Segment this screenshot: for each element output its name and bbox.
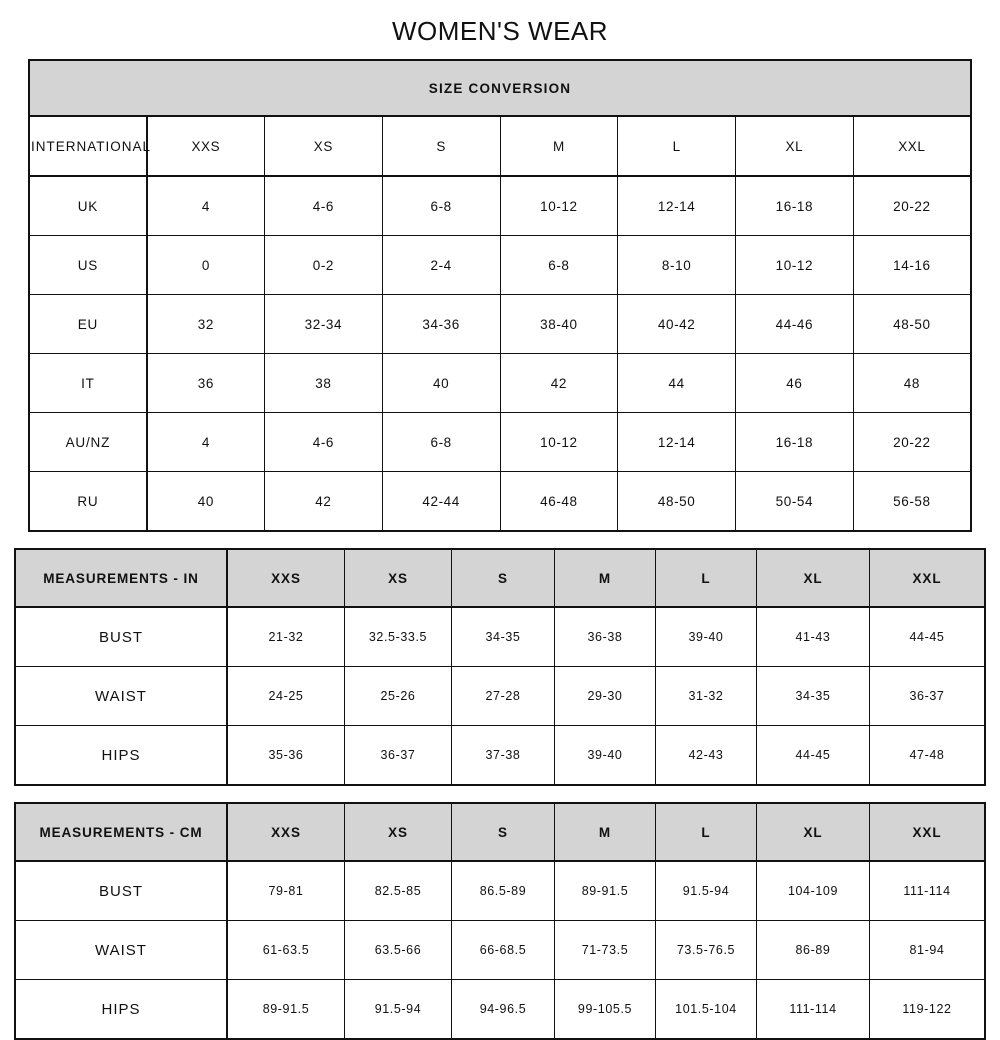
table-row: [29, 176, 971, 236]
column-header-xxs: XXS: [227, 803, 345, 861]
cell: 20-22: [853, 176, 971, 236]
cell: 101.5-104: [656, 980, 757, 1040]
cell: 48: [853, 354, 971, 413]
column-header-xxl: XXL: [870, 549, 986, 607]
cell: 24-25: [227, 667, 345, 726]
cell: 91.5-94: [345, 980, 452, 1040]
cell: 66-68.5: [452, 921, 555, 980]
cell: 111-114: [870, 861, 986, 921]
cell: 41-43: [757, 607, 870, 667]
cell: 4-6: [265, 176, 383, 236]
cell: 6-8: [382, 176, 500, 236]
table-row: [29, 236, 971, 295]
cell: 104-109: [757, 861, 870, 921]
cell: 42-44: [382, 472, 500, 532]
cell: 56-58: [853, 472, 971, 532]
column-header-xxs: XXS: [147, 116, 265, 176]
cell: 89-91.5: [227, 980, 345, 1040]
cell: 119-122: [870, 980, 986, 1040]
cell: 31-32: [656, 667, 757, 726]
cell: 4: [147, 413, 265, 472]
cell: 27-28: [452, 667, 555, 726]
cell: 10-12: [736, 236, 854, 295]
column-header-xl: XL: [757, 549, 870, 607]
cell: 86.5-89: [452, 861, 555, 921]
cell: 20-22: [853, 413, 971, 472]
cell: 46-48: [500, 472, 618, 532]
cell: 94-96.5: [452, 980, 555, 1040]
cell: 44-45: [870, 607, 986, 667]
cell: 39-40: [555, 726, 656, 786]
column-header-s: S: [452, 803, 555, 861]
table-banner-row: [29, 60, 971, 116]
cell: 40: [382, 354, 500, 413]
column-header-l: L: [656, 549, 757, 607]
cell: 42: [500, 354, 618, 413]
cell: 32.5-33.5: [345, 607, 452, 667]
table-row: [29, 354, 971, 413]
cell: 79-81: [227, 861, 345, 921]
table-row: [15, 667, 985, 726]
cell: 16-18: [736, 176, 854, 236]
cell: 46: [736, 354, 854, 413]
cell: 44-45: [757, 726, 870, 786]
cell: 91.5-94: [656, 861, 757, 921]
column-header-s: S: [452, 549, 555, 607]
cell: 4: [147, 176, 265, 236]
column-header-s: S: [382, 116, 500, 176]
row-label: BUST: [15, 607, 227, 667]
cell: 12-14: [618, 413, 736, 472]
cell: 63.5-66: [345, 921, 452, 980]
measurements-cm-table: [14, 802, 986, 1040]
row-label: BUST: [15, 861, 227, 921]
row-label: WAIST: [15, 667, 227, 726]
table-row: [29, 413, 971, 472]
cell: 38: [265, 354, 383, 413]
cell: 111-114: [757, 980, 870, 1040]
cell: 89-91.5: [555, 861, 656, 921]
cell: 34-35: [757, 667, 870, 726]
cell: 16-18: [736, 413, 854, 472]
column-header-xxs: XXS: [227, 549, 345, 607]
cell: 6-8: [382, 413, 500, 472]
column-header-xxl: XXL: [853, 116, 971, 176]
cell: 34-36: [382, 295, 500, 354]
row-label: EU: [29, 295, 147, 354]
table-row: [15, 861, 985, 921]
cell: 25-26: [345, 667, 452, 726]
table-row: [29, 295, 971, 354]
cell: 36-38: [555, 607, 656, 667]
cell: 40-42: [618, 295, 736, 354]
cell: 10-12: [500, 176, 618, 236]
cell: 6-8: [500, 236, 618, 295]
cell: 2-4: [382, 236, 500, 295]
cell: 0: [147, 236, 265, 295]
cell: 81-94: [870, 921, 986, 980]
page-title: WOMEN'S WEAR: [391, 16, 609, 46]
measurements-inches-table: [14, 548, 986, 786]
cell: 42: [265, 472, 383, 532]
cell: 99-105.5: [555, 980, 656, 1040]
row-label: WAIST: [15, 921, 227, 980]
cell: 21-32: [227, 607, 345, 667]
size-conversion-banner: SIZE CONVERSION: [29, 60, 971, 116]
cell: 36-37: [870, 667, 986, 726]
row-label: HIPS: [15, 980, 227, 1040]
table-header-row: [15, 803, 985, 861]
cell: 44-46: [736, 295, 854, 354]
cell: 39-40: [656, 607, 757, 667]
cell: 47-48: [870, 726, 986, 786]
cell: 29-30: [555, 667, 656, 726]
table-row: [15, 921, 985, 980]
cell: 38-40: [500, 295, 618, 354]
cell: 40: [147, 472, 265, 532]
cell: 61-63.5: [227, 921, 345, 980]
table-header-row: [15, 549, 985, 607]
cell: 10-12: [500, 413, 618, 472]
column-header-m: M: [500, 116, 618, 176]
cell: 4-6: [265, 413, 383, 472]
column-header-xs: XS: [345, 549, 452, 607]
cell: 34-35: [452, 607, 555, 667]
cell: 36-37: [345, 726, 452, 786]
cell: 48-50: [618, 472, 736, 532]
table-header-row: [29, 116, 971, 176]
column-header-measurements-cm: MEASUREMENTS - CM: [15, 803, 227, 861]
table-row: [15, 726, 985, 786]
column-header-xs: XS: [345, 803, 452, 861]
cell: 8-10: [618, 236, 736, 295]
cell: 48-50: [853, 295, 971, 354]
column-header-l: L: [618, 116, 736, 176]
cell: 73.5-76.5: [656, 921, 757, 980]
cell: 32: [147, 295, 265, 354]
cell: 35-36: [227, 726, 345, 786]
row-label: AU/NZ: [29, 413, 147, 472]
cell: 32-34: [265, 295, 383, 354]
column-header-xl: XL: [757, 803, 870, 861]
column-header-xs: XS: [265, 116, 383, 176]
cell: 42-43: [656, 726, 757, 786]
size-conversion-table: [28, 59, 972, 532]
cell: 71-73.5: [555, 921, 656, 980]
row-label: US: [29, 236, 147, 295]
table-row: [29, 472, 971, 532]
table-row: [15, 607, 985, 667]
cell: 0-2: [265, 236, 383, 295]
table-row: [15, 980, 985, 1040]
cell: 86-89: [757, 921, 870, 980]
row-label: IT: [29, 354, 147, 413]
cell: 82.5-85: [345, 861, 452, 921]
row-label: RU: [29, 472, 147, 532]
column-header-international: INTERNATIONAL: [29, 116, 147, 176]
column-header-xl: XL: [736, 116, 854, 176]
cell: 37-38: [452, 726, 555, 786]
row-label: UK: [29, 176, 147, 236]
cell: 12-14: [618, 176, 736, 236]
column-header-l: L: [656, 803, 757, 861]
cell: 50-54: [736, 472, 854, 532]
cell: 44: [618, 354, 736, 413]
column-header-m: M: [555, 803, 656, 861]
column-header-m: M: [555, 549, 656, 607]
cell: 36: [147, 354, 265, 413]
column-header-measurements-in: MEASUREMENTS - IN: [15, 549, 227, 607]
cell: 14-16: [853, 236, 971, 295]
row-label: HIPS: [15, 726, 227, 786]
column-header-xxl: XXL: [870, 803, 986, 861]
